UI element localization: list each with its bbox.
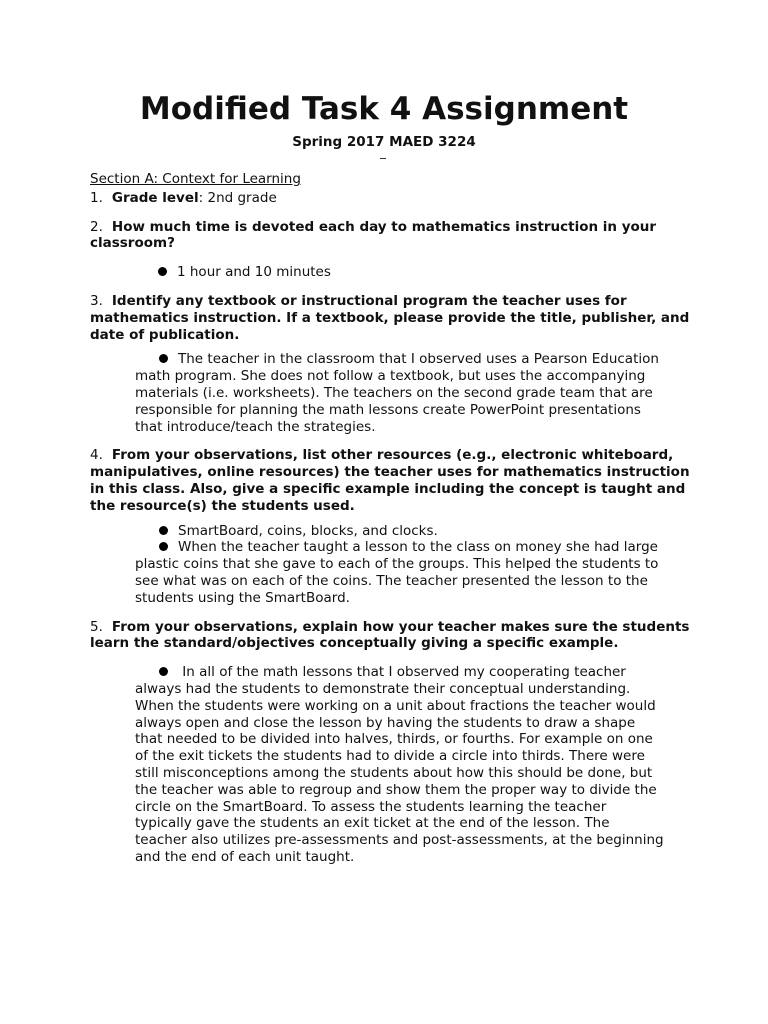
question-5-answer [90, 664, 690, 866]
document-body [90, 171, 690, 866]
document-title: Modified Task 4 Assignment [139, 91, 629, 127]
document-subtitle: Spring 2017 MAED 3224 [292, 134, 476, 150]
question-1-label: Grade level [111, 189, 199, 206]
answer-line: responsible for planning the math lessons create PowerPoint presentations [135, 401, 641, 418]
question-1 [90, 190, 690, 207]
answer-line: circle on the SmartBoard. To assess the students learning the teacher [135, 798, 607, 815]
answer-line: plastic coins that she gave to each of the groups. This helped the students to [135, 556, 659, 573]
bullet-icon [159, 354, 168, 363]
answer-line: of the exit tickets the students had to divide a circle into thirds. There were [135, 748, 645, 765]
bullet-icon [159, 542, 168, 551]
section-a-heading: Section A: Context for Learning [90, 171, 301, 187]
answer-line: SmartBoard, coins, blocks, and clocks. [178, 522, 438, 539]
answer-line: When the students were working on a unit about fractions the teacher would [135, 697, 656, 714]
bullet-icon [159, 667, 168, 676]
answer-line: students using the SmartBoard. [135, 589, 350, 606]
question-4-text: From your observations, list other resources (e.g., electronic whiteboard, manipulatives, online resources) the teacher uses for mathematics instruction in this class. Also, give a specific example including the concept is taught and the resource(s) the students used. [90, 447, 690, 514]
question-5-number: 5. [90, 618, 103, 635]
answer-line: always had the students to demonstrate their conceptual understanding. [135, 680, 631, 697]
answer-line: teacher also utilizes pre-assessments and post-assessments, at the beginning [135, 832, 664, 849]
divider-mark [380, 158, 386, 159]
answer-line: still misconceptions among the students about how this should be done, but [135, 764, 653, 781]
answer-line: typically gave the students an exit ticket at the end of the lesson. The [135, 815, 610, 832]
question-3 [90, 293, 690, 343]
answer-line: and the end of each unit taught. [135, 848, 355, 865]
answer-line: that introduce/teach the strategies. [135, 418, 376, 435]
question-4 [90, 447, 690, 514]
question-3-text: Identify any textbook or instructional program the teacher uses for mathematics instruction. If a textbook, please provide the title, publisher, and date of publication. [90, 292, 690, 343]
question-2-answer [90, 264, 690, 281]
answer-line: When the teacher taught a lesson to the class on money she had large [178, 539, 658, 556]
answer-line: materials (i.e. worksheets). The teachers on the second grade team that are [135, 384, 653, 401]
bullet-icon [158, 267, 167, 276]
answer-line: The teacher in the classroom that I observed uses a Pearson Education [178, 351, 659, 368]
question-2 [90, 219, 690, 253]
question-2-number: 2. [90, 218, 103, 235]
question-1-number: 1. [90, 189, 103, 206]
answer-line: see what was on each of the coins. The teacher presented the lesson to the [135, 572, 648, 589]
answer-line: In all of the math lessons that I observed my cooperating teacher [182, 664, 626, 681]
question-2-answer-text: 1 hour and 10 minutes [177, 264, 331, 281]
question-2-text: How much time is devoted each day to mathematics instruction in your classroom? [90, 218, 657, 252]
answer-line: always open and close the lesson by having the students to draw a shape [135, 714, 636, 731]
answer-line: math program. She does not follow a textbook, but uses the accompanying [135, 368, 646, 385]
answer-line: the teacher was able to regroup and show them the proper way to divide the [135, 781, 657, 798]
question-3-answer [90, 351, 690, 435]
question-3-number: 3. [90, 292, 103, 309]
question-4-answer [90, 523, 690, 607]
bullet-icon [159, 526, 168, 535]
question-5 [90, 619, 690, 653]
question-4-number: 4. [90, 447, 103, 464]
question-1-value: : 2nd grade [198, 189, 277, 206]
answer-line: that needed to be divided into halves, thirds, or fourths. For example on one [135, 731, 653, 748]
question-5-text: From your observations, explain how your teacher makes sure the students learn the standard/objectives conceptually giving a specific example. [90, 618, 690, 652]
